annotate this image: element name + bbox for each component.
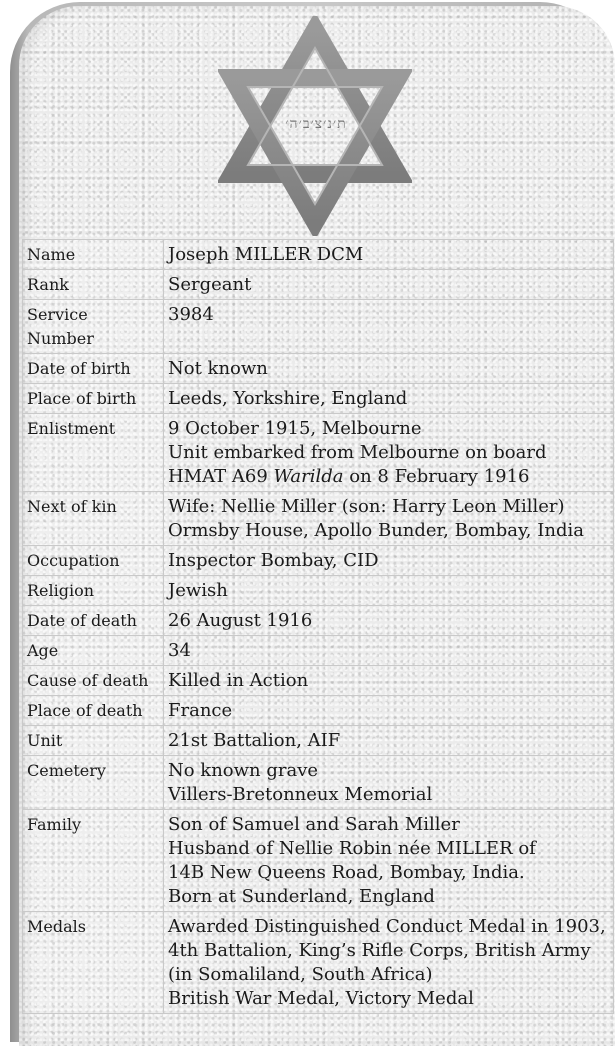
field-value (164, 636, 614, 666)
field-value (164, 912, 614, 1014)
field-value-line: Husband of Nellie Robin née MILLER of (168, 838, 536, 859)
field-value (164, 354, 614, 384)
record-row-place-of-birth (23, 384, 614, 414)
field-value (164, 384, 614, 414)
field-value-line: Inspector Bombay, CID (168, 550, 379, 571)
record-row-medals (23, 912, 614, 1014)
field-label: Enlistment (23, 414, 164, 492)
field-value (164, 606, 614, 636)
field-label: Date of birth (23, 354, 164, 384)
field-value-line: No known grave (168, 760, 319, 781)
record-row-cemetery (23, 756, 614, 810)
field-label: Cause of death (23, 666, 164, 696)
field-value (164, 696, 614, 726)
field-value-line: Unit embarked from Melbourne on board (168, 442, 547, 463)
record-row-religion (23, 576, 614, 606)
field-value-line: Killed in Action (168, 670, 309, 691)
field-value (164, 270, 614, 300)
ship-name: Warilda (273, 466, 344, 487)
field-value-line: France (168, 700, 233, 721)
field-value-line: Villers-Bretonneux Memorial (168, 784, 433, 805)
field-value-line: British War Medal, Victory Medal (168, 988, 474, 1009)
field-value (164, 240, 614, 270)
record-row-occupation (23, 546, 614, 576)
field-value (164, 300, 614, 354)
field-value (164, 810, 614, 912)
field-value (164, 756, 614, 810)
record-row-rank (23, 270, 614, 300)
field-label: Place of birth (23, 384, 164, 414)
field-value-line: Sergeant (168, 274, 252, 295)
field-value-line: Son of Samuel and Sarah Miller (168, 814, 460, 835)
field-value-line: 3984 (168, 304, 214, 325)
record-row-family (23, 810, 614, 912)
field-value (164, 492, 614, 546)
field-label: Date of death (23, 606, 164, 636)
ship-prefix: HMAT A69 (168, 466, 274, 487)
field-label: Place of death (23, 696, 164, 726)
field-label: Age (23, 636, 164, 666)
field-value-line: Wife: Nellie Miller (son: Harry Leon Miller) (168, 496, 565, 517)
field-value-line: Born at Sunderland, England (168, 886, 435, 907)
record-row-enlistment (23, 414, 614, 492)
field-label: Rank (23, 270, 164, 300)
record-row-next-of-kin (23, 492, 614, 546)
field-value (164, 414, 614, 492)
field-label: Name (23, 240, 164, 270)
service-record-table (22, 239, 614, 1014)
record-row-unit (23, 726, 614, 756)
field-value-line: 26 August 1916 (168, 610, 313, 631)
record-row-name (23, 240, 614, 270)
record-row-cause-of-death (23, 666, 614, 696)
field-value-line: Leeds, Yorkshire, England (168, 388, 408, 409)
field-label: Medals (23, 912, 164, 1014)
field-value-line: Ormsby House, Apollo Bunder, Bombay, India (168, 520, 584, 541)
field-value-line: (in Somaliland, South Africa) (168, 964, 433, 985)
record-row-age (23, 636, 614, 666)
field-value-line: 14B New Queens Road, Bombay, India. (168, 862, 525, 883)
field-value-line: Jewish (168, 580, 228, 601)
field-label: Unit (23, 726, 164, 756)
field-label: Occupation (23, 546, 164, 576)
field-label: Next of kin (23, 492, 164, 546)
star-inscription: ת׳נ׳צ׳ב׳ה׳ (285, 116, 347, 132)
field-value-line: 9 October 1915, Melbourne (168, 418, 422, 439)
field-label: Service Number (23, 300, 164, 354)
field-value-line: Joseph MILLER DCM (168, 244, 364, 265)
ship-suffix: on 8 February 1916 (343, 466, 530, 487)
record-row-date-of-birth (23, 354, 614, 384)
record-row-service-number (23, 300, 614, 354)
field-label: Cemetery (23, 756, 164, 810)
field-value-line: Awarded Distinguished Conduct Medal in 1903, (168, 916, 606, 937)
field-value-line (168, 465, 609, 489)
field-label: Family (23, 810, 164, 912)
field-value-line: 34 (168, 640, 191, 661)
field-value-line: 21st Battalion, AIF (168, 730, 341, 751)
field-value (164, 726, 614, 756)
field-value-line: 4th Battalion, King’s Rifle Corps, British Army (168, 940, 591, 961)
field-value-line: Not known (168, 358, 268, 379)
field-label: Religion (23, 576, 164, 606)
field-value (164, 546, 614, 576)
field-value (164, 576, 614, 606)
record-row-place-of-death (23, 696, 614, 726)
field-value (164, 666, 614, 696)
record-row-date-of-death (23, 606, 614, 636)
